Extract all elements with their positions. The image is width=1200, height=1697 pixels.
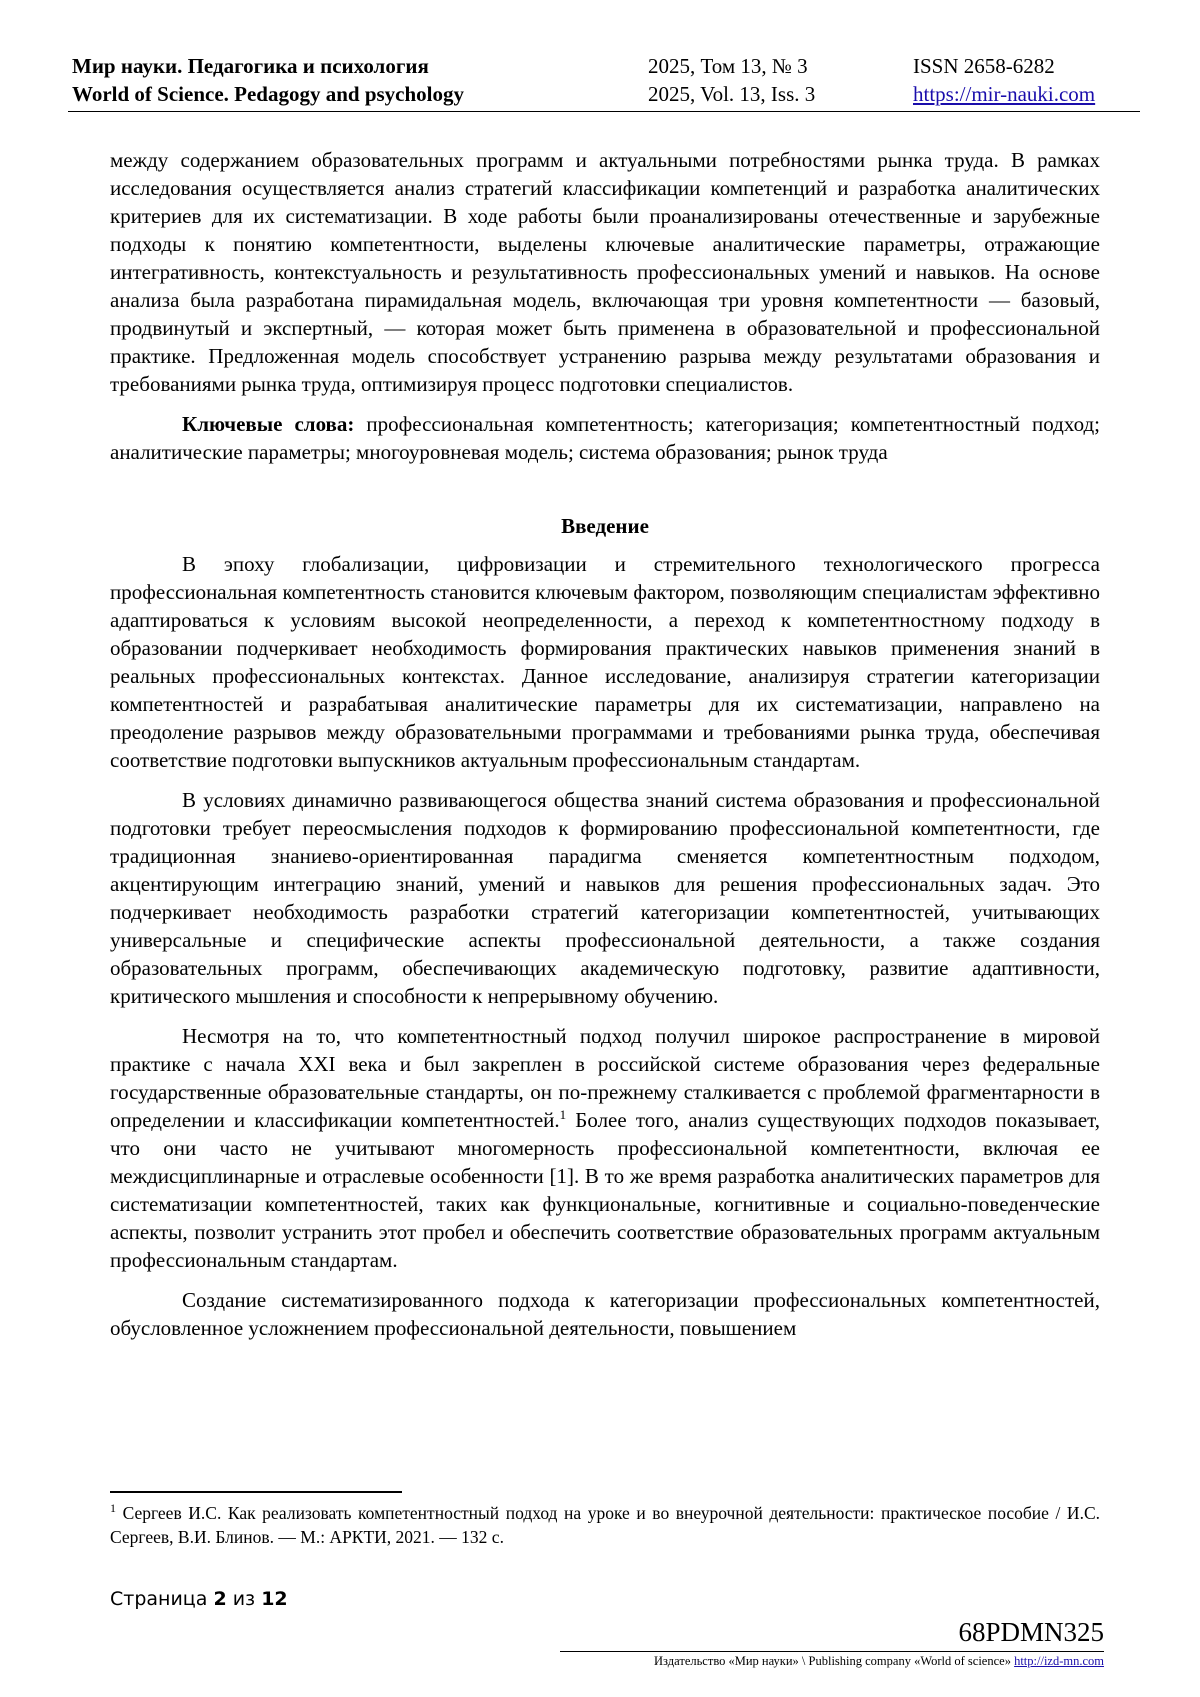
keywords-text: профессиональная компетентность; категоризация; компетентностный подход; аналитические параметры; многоуровневая модель; система образования; рынок труда xyxy=(110,412,1100,464)
issue-info xyxy=(648,52,815,108)
paragraph-3-part-a: Несмотря на то, что компетентностный подход получил широкое распространение в мировой практике с начала XXI века и был закреплен в российской системе образования через федеральные государственные образовательные стандарты, он по-прежнему сталкивается с проблемой фрагментарности в определении и классификации компетентностей. xyxy=(110,1024,1100,1132)
pager-prefix: Страница xyxy=(110,1588,214,1610)
journal-title-ru: Мир науки. Педагогика и психология xyxy=(72,54,429,78)
publisher-divider xyxy=(560,1651,1104,1652)
paragraph-1: В эпоху глобализации, цифровизации и стремительного технологического прогресса профессиональная компетентность становится ключевым фактором, позволяющим специалистам эффективно адаптироваться к условиям высокой неопределенности, а переход к компетентностному подходу в образовании подчеркивает необходимость формирования практических навыков применения знаний в реальных профессиональных контекстах. Данное исследование, анализируя стратегии категоризации компетентностей и разрабатывая аналитические параметры для их систематизации, направлено на преодоление разрывов между образовательными программами и требованиями рынка труда, обеспечивая соответствие подготовки выпускников актуальным профессиональным стандартам. xyxy=(110,552,1100,772)
footnote xyxy=(110,1501,1100,1549)
pager-current: 2 xyxy=(213,1588,227,1610)
paragraph-3-part-b: Более того, анализ существующих подходов показывает, что они часто не учитывают многомерность профессиональной компетентности, включая ее междисциплинарные и отраслевые особенности [1]. В то же время разработка аналитических параметров для систематизации компетентностей, таких как функциональные, когнитивные и социально-поведенческие аспекты, позволит устранить этот пробел и обеспечить соответствие образовательных программ актуальным профессиональным стандартам. xyxy=(110,1108,1100,1272)
article-body xyxy=(110,146,1100,1354)
publisher-line xyxy=(654,1654,1104,1669)
issn-block xyxy=(913,52,1095,108)
footnote-divider xyxy=(110,1491,402,1493)
article-code: 68PDMN325 xyxy=(958,1617,1104,1647)
journal-site-link[interactable]: https://mir-nauki.com xyxy=(913,82,1096,106)
footnote-text: Сергеев И.С. Как реализовать компетентностный подход на уроке и во внеурочной деятельности: практическое пособие / И.С. Сергеев, В.И. Блинов. — М.: АРКТИ, 2021. — 132 с. xyxy=(110,1503,1100,1547)
keywords xyxy=(110,410,1100,466)
paragraph-4: Создание систематизированного подхода к категоризации профессиональных компетентностей, обусловленное усложнением профессиональной деятельности, повышением xyxy=(110,1288,1100,1340)
pager-middle: из xyxy=(226,1588,262,1610)
issue-en: 2025, Vol. 13, Iss. 3 xyxy=(648,82,816,106)
journal-title-en: World of Science. Pedagogy and psychology xyxy=(72,82,465,106)
journal-title xyxy=(72,52,464,108)
page-counter xyxy=(110,1588,288,1610)
section-title: Введение xyxy=(561,514,649,538)
header-divider xyxy=(68,111,1140,112)
pager-total: 12 xyxy=(261,1588,288,1610)
publisher-text: Издательство «Мир науки» \ Publishing company «World of science» xyxy=(654,1654,1015,1668)
footnote-number: 1 xyxy=(110,1501,116,1516)
footnote-ref[interactable]: 1 xyxy=(559,1107,567,1122)
issue-ru: 2025, Том 13, № 3 xyxy=(648,54,808,78)
paragraph-2: В условиях динамично развивающегося общества знаний система образования и профессиональной подготовки требует переосмысления подходов к формированию профессиональной компетентности, где традиционная знаниево-ориентированная парадигма сменяется компетентностным подходом, акцентирующим интеграцию знаний, умений и навыков для решения профессиональных задач. Это подчеркивает необходимость разработки стратегий категоризации компетентностей, учитывающих универсальные и специфические аспекты профессиональной деятельности, а также создания образовательных программ, обеспечивающих академическую подготовку, развитие адаптивности, критического мышления и способности к непрерывному обучению. xyxy=(110,788,1100,1008)
publisher-link[interactable]: http://izd-mn.com xyxy=(1014,1654,1104,1668)
keywords-label: Ключевые слова: xyxy=(182,412,355,436)
abstract-end: между содержанием образовательных программ и актуальными потребностями рынка труда. В рамках исследования осуществляется анализ стратегий классификации компетенций и разработка аналитических критериев для их систематизации. В ходе работы были проанализированы отечественные и зарубежные подходы к понятию компетентности, выделены ключевые аналитические параметры, отражающие интегративность, контекстуальность и результативность профессиональных умений и навыков. На основе анализа была разработана пирамидальная модель, включающая три уровня компетентности — базовый, продвинутый и экспертный, — которая может быть применена в образовательной и профессиональной практике. Предложенная модель способствует устранению разрыва между результатами образования и требованиями рынка труда, оптимизируя процесс подготовки специалистов. xyxy=(110,148,1100,396)
issn: ISSN 2658-6282 xyxy=(913,54,1055,78)
paragraph-3 xyxy=(110,1022,1100,1274)
